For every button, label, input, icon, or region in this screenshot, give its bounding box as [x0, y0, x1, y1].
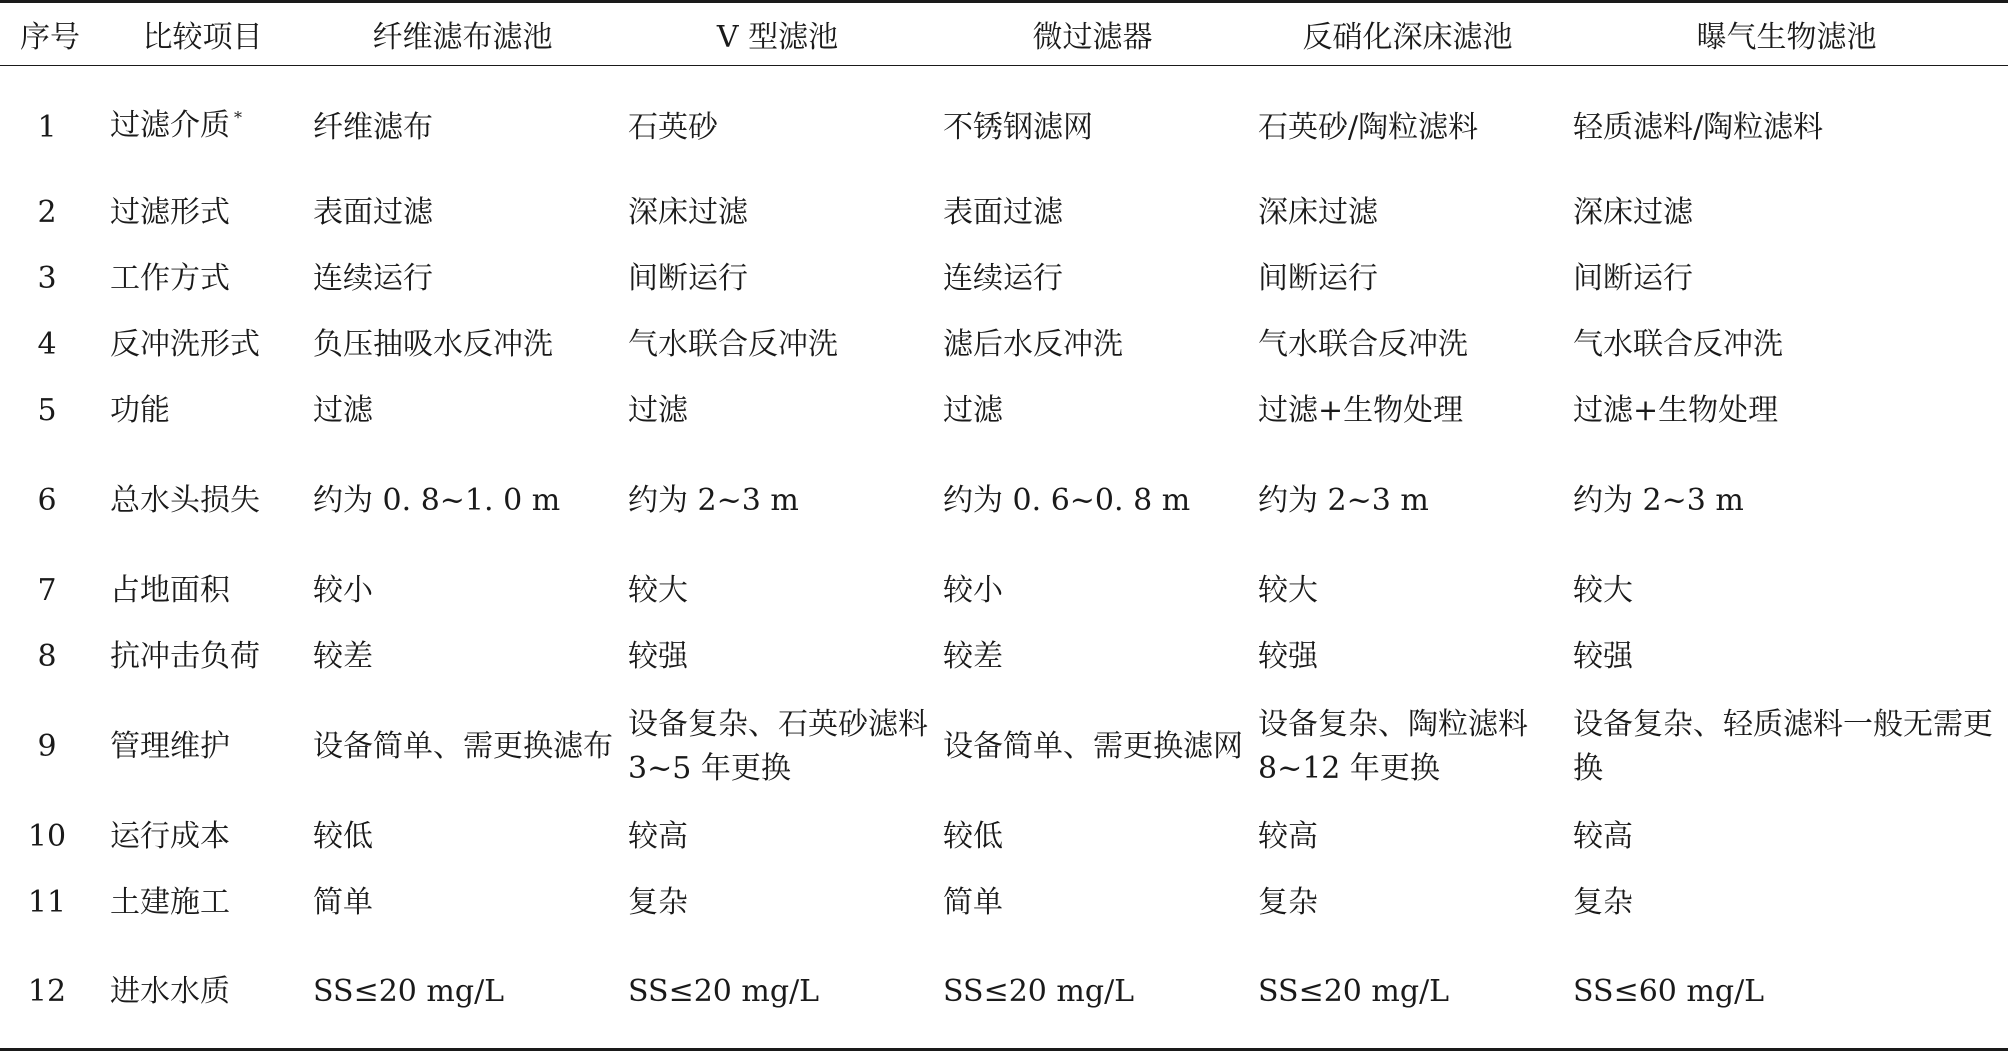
row-index: 6: [37, 482, 57, 518]
row-index: 8: [37, 638, 57, 674]
row-item-label: 管理维护: [110, 728, 230, 764]
row-item-label: 过滤形式: [110, 194, 230, 230]
row-item: [100, 378, 305, 444]
footnote-mark: *: [234, 107, 242, 127]
header-index: 序号: [0, 2, 100, 66]
row-item: [100, 936, 305, 1050]
table-row: [0, 312, 2008, 378]
cell-denitrification-deep-bed-filter: 间断运行: [1258, 260, 1378, 296]
table-row: [0, 444, 2008, 558]
cell-denitrification-deep-bed-filter: 设备复杂、陶粒滤料 8~12 年更换: [1258, 706, 1528, 786]
row-index: 4: [37, 326, 57, 362]
cell-fiber-cloth-filter: 连续运行: [313, 260, 433, 296]
cell-denitrification-deep-bed-filter: 深床过滤: [1258, 194, 1378, 230]
header-v-type-filter: V 型滤池: [620, 2, 935, 66]
cell-biological-aerated-filter: 设备复杂、轻质滤料一般无需更换: [1573, 706, 1993, 786]
cell-v-type-filter: 复杂: [628, 884, 688, 920]
cell-denitrification-deep-bed-filter: 石英砂/陶粒滤料: [1258, 109, 1479, 145]
cell-v-type-filter: 气水联合反冲洗: [628, 326, 838, 362]
cell-v-type-filter: 深床过滤: [628, 194, 748, 230]
row-item: [100, 870, 305, 936]
cell-denitrification-deep-bed-filter: 较强: [1258, 638, 1318, 674]
row-item: [100, 312, 305, 378]
cell-biological-aerated-filter: 较高: [1573, 818, 1633, 854]
cell-fiber-cloth-filter: 表面过滤: [313, 194, 433, 230]
cell-fiber-cloth-filter: SS≤20 mg/L: [305, 936, 620, 1050]
cell-biological-aerated-filter: 过滤+生物处理: [1573, 392, 1779, 428]
cell-micro-filter: 约为 0. 6~0. 8 m: [943, 482, 1191, 518]
cell-biological-aerated-filter: 间断运行: [1573, 260, 1693, 296]
row-index: 5: [37, 392, 57, 428]
row-item: [100, 690, 305, 804]
row-item-label: 占地面积: [110, 572, 230, 608]
cell-micro-filter: 过滤: [943, 392, 1003, 428]
table-row: [0, 558, 2008, 624]
cell-micro-filter: 简单: [943, 884, 1003, 920]
row-item: [100, 66, 305, 180]
cell-fiber-cloth-filter: 较差: [313, 638, 373, 674]
cell-fiber-cloth-filter: 较低: [313, 818, 373, 854]
cell-micro-filter: 不锈钢滤网: [943, 109, 1093, 145]
row-item-label: 运行成本: [110, 818, 230, 854]
cell-v-type-filter: 较大: [628, 572, 688, 608]
table-row: [0, 246, 2008, 312]
cell-v-type-filter: 间断运行: [628, 260, 748, 296]
cell-denitrification-deep-bed-filter: 复杂: [1258, 884, 1318, 920]
cell-denitrification-deep-bed-filter: 过滤+生物处理: [1258, 392, 1464, 428]
cell-denitrification-deep-bed-filter: SS≤20 mg/L: [1250, 936, 1565, 1050]
cell-micro-filter: 表面过滤: [943, 194, 1063, 230]
row-item-label: 总水头损失: [110, 482, 260, 518]
cell-micro-filter: 较差: [943, 638, 1003, 674]
cell-micro-filter: 设备简单、需更换滤网: [943, 728, 1243, 764]
cell-v-type-filter: 设备复杂、石英砂滤料 3~5 年更换: [628, 706, 928, 786]
cell-micro-filter: 较低: [943, 818, 1003, 854]
table-row: [0, 378, 2008, 444]
cell-fiber-cloth-filter: 过滤: [313, 392, 373, 428]
cell-v-type-filter: 约为 2~3 m: [628, 482, 799, 518]
header-item: 比较项目: [100, 2, 305, 66]
table-row: [0, 936, 2008, 1050]
row-index: 1: [37, 109, 57, 145]
cell-v-type-filter: SS≤20 mg/L: [620, 936, 935, 1050]
cell-fiber-cloth-filter: 简单: [313, 884, 373, 920]
header-row: [0, 2, 2008, 66]
cell-fiber-cloth-filter: 约为 0. 8~1. 0 m: [313, 482, 561, 518]
cell-v-type-filter: 石英砂: [628, 109, 718, 145]
cell-micro-filter: 较小: [943, 572, 1003, 608]
cell-v-type-filter: 较高: [628, 818, 688, 854]
cell-fiber-cloth-filter: 负压抽吸水反冲洗: [313, 326, 553, 362]
header-biological-aerated-filter: 曝气生物滤池: [1565, 2, 2008, 66]
table-row: [0, 624, 2008, 690]
row-index: 9: [37, 728, 57, 764]
header-fiber-cloth-filter: 纤维滤布滤池: [305, 2, 620, 66]
cell-micro-filter: 滤后水反冲洗: [943, 326, 1123, 362]
row-index: 7: [37, 572, 57, 608]
cell-biological-aerated-filter: 复杂: [1573, 884, 1633, 920]
header-denitrification-deep-bed-filter: 反硝化深床滤池: [1250, 2, 1565, 66]
cell-biological-aerated-filter: 深床过滤: [1573, 194, 1693, 230]
row-item: [100, 624, 305, 690]
cell-biological-aerated-filter: 约为 2~3 m: [1573, 482, 1744, 518]
cell-fiber-cloth-filter: 较小: [313, 572, 373, 608]
table-row: [0, 804, 2008, 870]
table-body: [0, 66, 2008, 1050]
cell-v-type-filter: 过滤: [628, 392, 688, 428]
row-index: 12: [0, 936, 100, 1050]
cell-v-type-filter: 较强: [628, 638, 688, 674]
row-item: [100, 180, 305, 246]
row-item-label: 进水水质: [110, 973, 230, 1009]
row-item: [100, 444, 305, 558]
cell-denitrification-deep-bed-filter: 较大: [1258, 572, 1318, 608]
cell-denitrification-deep-bed-filter: 约为 2~3 m: [1258, 482, 1429, 518]
table-row: [0, 66, 2008, 180]
table-row: [0, 870, 2008, 936]
row-item-label: 过滤介质: [110, 107, 230, 143]
row-index: 3: [37, 260, 57, 296]
row-item-label: 反冲洗形式: [110, 326, 260, 362]
cell-biological-aerated-filter: 气水联合反冲洗: [1573, 326, 1783, 362]
cell-biological-aerated-filter: 较大: [1573, 572, 1633, 608]
row-item: [100, 558, 305, 624]
row-item-label: 土建施工: [110, 884, 230, 920]
table-row: [0, 180, 2008, 246]
cell-micro-filter: 连续运行: [943, 260, 1063, 296]
row-item-label: 抗冲击负荷: [110, 638, 260, 674]
row-index: 10: [27, 818, 67, 854]
row-item: [100, 246, 305, 312]
row-index: 2: [37, 194, 57, 230]
cell-denitrification-deep-bed-filter: 气水联合反冲洗: [1258, 326, 1468, 362]
cell-micro-filter: SS≤20 mg/L: [935, 936, 1250, 1050]
row-item: [100, 804, 305, 870]
row-item-label: 功能: [110, 392, 170, 428]
table-header: [0, 2, 2008, 66]
cell-biological-aerated-filter: 轻质滤料/陶粒滤料: [1573, 109, 1824, 145]
cell-fiber-cloth-filter: 设备简单、需更换滤布: [313, 728, 613, 764]
cell-biological-aerated-filter: 较强: [1573, 638, 1633, 674]
table-row: [0, 690, 2008, 804]
cell-fiber-cloth-filter: 纤维滤布: [313, 109, 433, 145]
row-index: 11: [27, 884, 67, 920]
header-micro-filter: 微过滤器: [935, 2, 1250, 66]
row-item-label: 工作方式: [110, 260, 230, 296]
cell-biological-aerated-filter: SS≤60 mg/L: [1565, 936, 2008, 1050]
cell-denitrification-deep-bed-filter: 较高: [1258, 818, 1318, 854]
